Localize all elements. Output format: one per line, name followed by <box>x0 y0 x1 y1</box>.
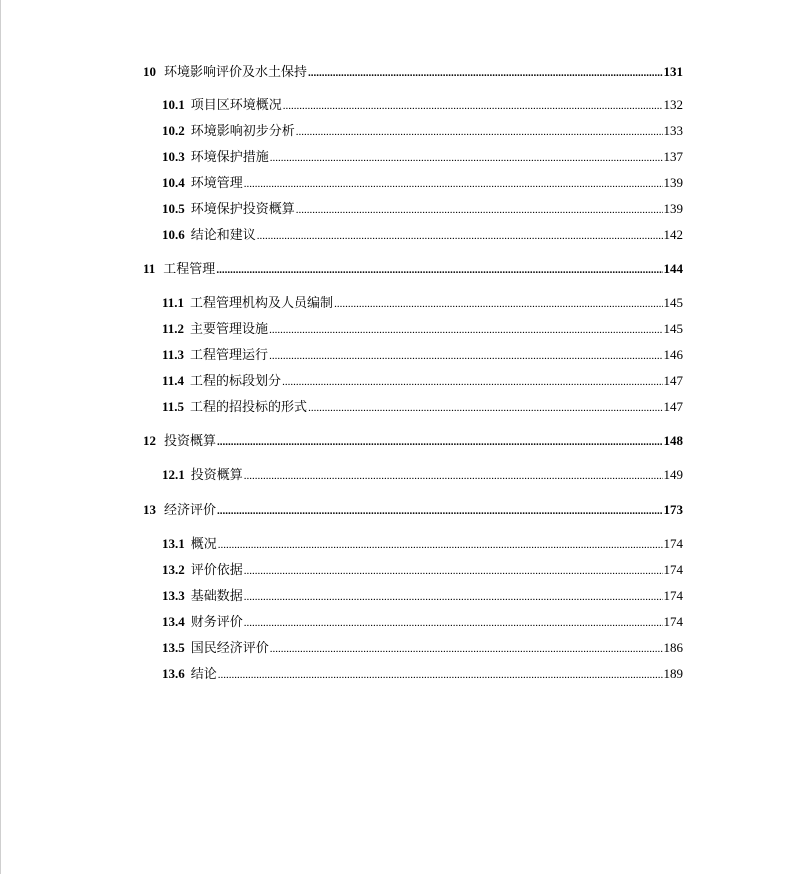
toc-dot-leader <box>218 537 663 553</box>
toc-entry-number: 11 <box>143 261 156 276</box>
toc-dot-leader <box>216 262 662 278</box>
toc-section-10-5[interactable] <box>162 201 683 217</box>
toc-entry-page: 139 <box>663 201 683 216</box>
toc-dot-leader <box>282 374 662 390</box>
toc-entry-number: 13 <box>143 502 156 517</box>
toc-entry-title: 工程管理运行 <box>190 347 269 362</box>
toc-dot-leader <box>270 150 663 166</box>
toc-dot-leader <box>308 65 662 81</box>
toc-entry-number: 10 <box>143 64 156 79</box>
toc-dot-leader <box>296 202 663 218</box>
toc-chapter-10[interactable] <box>143 64 683 80</box>
toc-section-12-1[interactable] <box>162 467 683 483</box>
toc-section-13-2[interactable] <box>162 562 683 578</box>
toc-entry-page: 174 <box>663 588 683 603</box>
toc-section-13-1[interactable] <box>162 536 683 552</box>
toc-entry-page: 147 <box>663 373 683 388</box>
toc-section-11-3[interactable] <box>162 347 683 363</box>
toc-entry-title: 环境管理 <box>190 175 243 190</box>
toc-entry-title: 评价依据 <box>190 562 243 577</box>
toc-entry-page: 144 <box>663 261 683 276</box>
toc-dot-leader <box>244 176 663 192</box>
toc-entry-title: 基础数据 <box>190 588 243 603</box>
toc-entry-number: 10.1 <box>162 97 185 112</box>
toc-entry-page: 174 <box>663 614 683 629</box>
toc-entry-number: 10.5 <box>162 201 185 216</box>
toc-entry-title: 工程管理机构及人员编制 <box>190 295 334 310</box>
toc-entry-title: 工程的招投标的形式 <box>190 399 308 414</box>
toc-chapter-11[interactable] <box>143 261 683 277</box>
toc-entry-page: 145 <box>663 295 683 310</box>
toc-entry-page: 131 <box>663 64 683 79</box>
toc-entry-number: 10.6 <box>162 227 185 242</box>
toc-dot-leader <box>257 228 663 244</box>
toc-entry-title: 项目区环境概况 <box>190 97 282 112</box>
toc-chapter-13[interactable] <box>143 502 683 518</box>
toc-section-10-2[interactable] <box>162 123 683 139</box>
toc-entry-title: 结论和建议 <box>190 227 256 242</box>
toc-dot-leader <box>308 400 662 416</box>
toc-entry-number: 13.3 <box>162 588 185 603</box>
toc-entry-title: 环境影响评价及水土保持 <box>164 64 308 79</box>
toc-entry-number: 13.1 <box>162 536 185 551</box>
toc-dot-leader <box>244 589 663 605</box>
toc-section-13-4[interactable] <box>162 614 683 630</box>
toc-entry-title: 工程管理 <box>163 261 216 276</box>
toc-entry-number: 13.4 <box>162 614 185 629</box>
toc-entry-number: 10.4 <box>162 175 185 190</box>
toc-entry-number: 10.2 <box>162 123 185 138</box>
toc-entry-page: 133 <box>663 123 683 138</box>
toc-entry-title: 工程的标段划分 <box>190 373 282 388</box>
toc-dot-leader <box>244 468 663 484</box>
toc-section-11-2[interactable] <box>162 321 683 337</box>
toc-entry-page: 186 <box>663 640 683 655</box>
toc-dot-leader <box>244 563 663 579</box>
toc-entry-page: 132 <box>663 97 683 112</box>
toc-entry-page: 145 <box>663 321 683 336</box>
toc-dot-leader <box>217 503 662 519</box>
toc-entry-number: 11.1 <box>162 295 185 310</box>
toc-entry-title: 环境影响初步分析 <box>190 123 295 138</box>
toc-section-10-3[interactable] <box>162 149 683 165</box>
toc-chapter-12[interactable] <box>143 433 683 449</box>
toc-dot-leader <box>334 296 662 312</box>
toc-entry-page: 174 <box>663 536 683 551</box>
toc-entry-number: 13.2 <box>162 562 185 577</box>
toc-entry-page: 147 <box>663 399 683 414</box>
toc-section-13-3[interactable] <box>162 588 683 604</box>
toc-entry-page: 142 <box>663 227 683 242</box>
toc-dot-leader <box>270 641 663 657</box>
toc-entry-number: 13.6 <box>162 666 185 681</box>
toc-entry-title: 环境保护措施 <box>190 149 269 164</box>
toc-section-10-4[interactable] <box>162 175 683 191</box>
toc-dot-leader <box>269 322 662 338</box>
toc-entry-number: 11.2 <box>162 321 185 336</box>
toc-entry-number: 10.3 <box>162 149 185 164</box>
toc-entry-page: 174 <box>663 562 683 577</box>
toc-dot-leader <box>244 615 663 631</box>
toc-entry-number: 12.1 <box>162 467 185 482</box>
toc-dot-leader <box>283 98 663 114</box>
toc-section-11-4[interactable] <box>162 373 683 389</box>
toc-dot-leader <box>217 434 662 450</box>
toc-entry-page: 137 <box>663 149 683 164</box>
toc-section-11-5[interactable] <box>162 399 683 415</box>
toc-entry-page: 149 <box>663 467 683 482</box>
toc-entry-title: 投资概算 <box>164 433 217 448</box>
toc-dot-leader <box>269 348 662 364</box>
toc-section-10-1[interactable] <box>162 97 683 113</box>
toc-entry-page: 173 <box>663 502 683 517</box>
toc-entry-title: 经济评价 <box>164 502 217 517</box>
toc-entry-page: 148 <box>663 433 683 448</box>
toc-entry-title: 财务评价 <box>190 614 243 629</box>
toc-entry-page: 189 <box>663 666 683 681</box>
toc-section-13-6[interactable] <box>162 666 683 682</box>
toc-entry-title: 概况 <box>190 536 217 551</box>
toc-entry-number: 11.5 <box>162 399 185 414</box>
toc-entry-title: 结论 <box>190 666 217 681</box>
toc-section-10-6[interactable] <box>162 227 683 243</box>
toc-entry-title: 主要管理设施 <box>190 321 269 336</box>
toc-dot-leader <box>218 667 663 683</box>
toc-entry-page: 139 <box>663 175 683 190</box>
toc-entry-page: 146 <box>663 347 683 362</box>
toc-entry-title: 国民经济评价 <box>190 640 269 655</box>
toc-section-11-1[interactable] <box>162 295 683 311</box>
toc-entry-number: 13.5 <box>162 640 185 655</box>
toc-entry-title: 投资概算 <box>190 467 243 482</box>
toc-section-13-5[interactable] <box>162 640 683 656</box>
toc-entry-number: 11.4 <box>162 373 185 388</box>
toc-entry-title: 环境保护投资概算 <box>190 201 295 216</box>
toc-entry-number: 12 <box>143 433 156 448</box>
toc-entry-number: 11.3 <box>162 347 185 362</box>
toc-dot-leader <box>296 124 663 140</box>
